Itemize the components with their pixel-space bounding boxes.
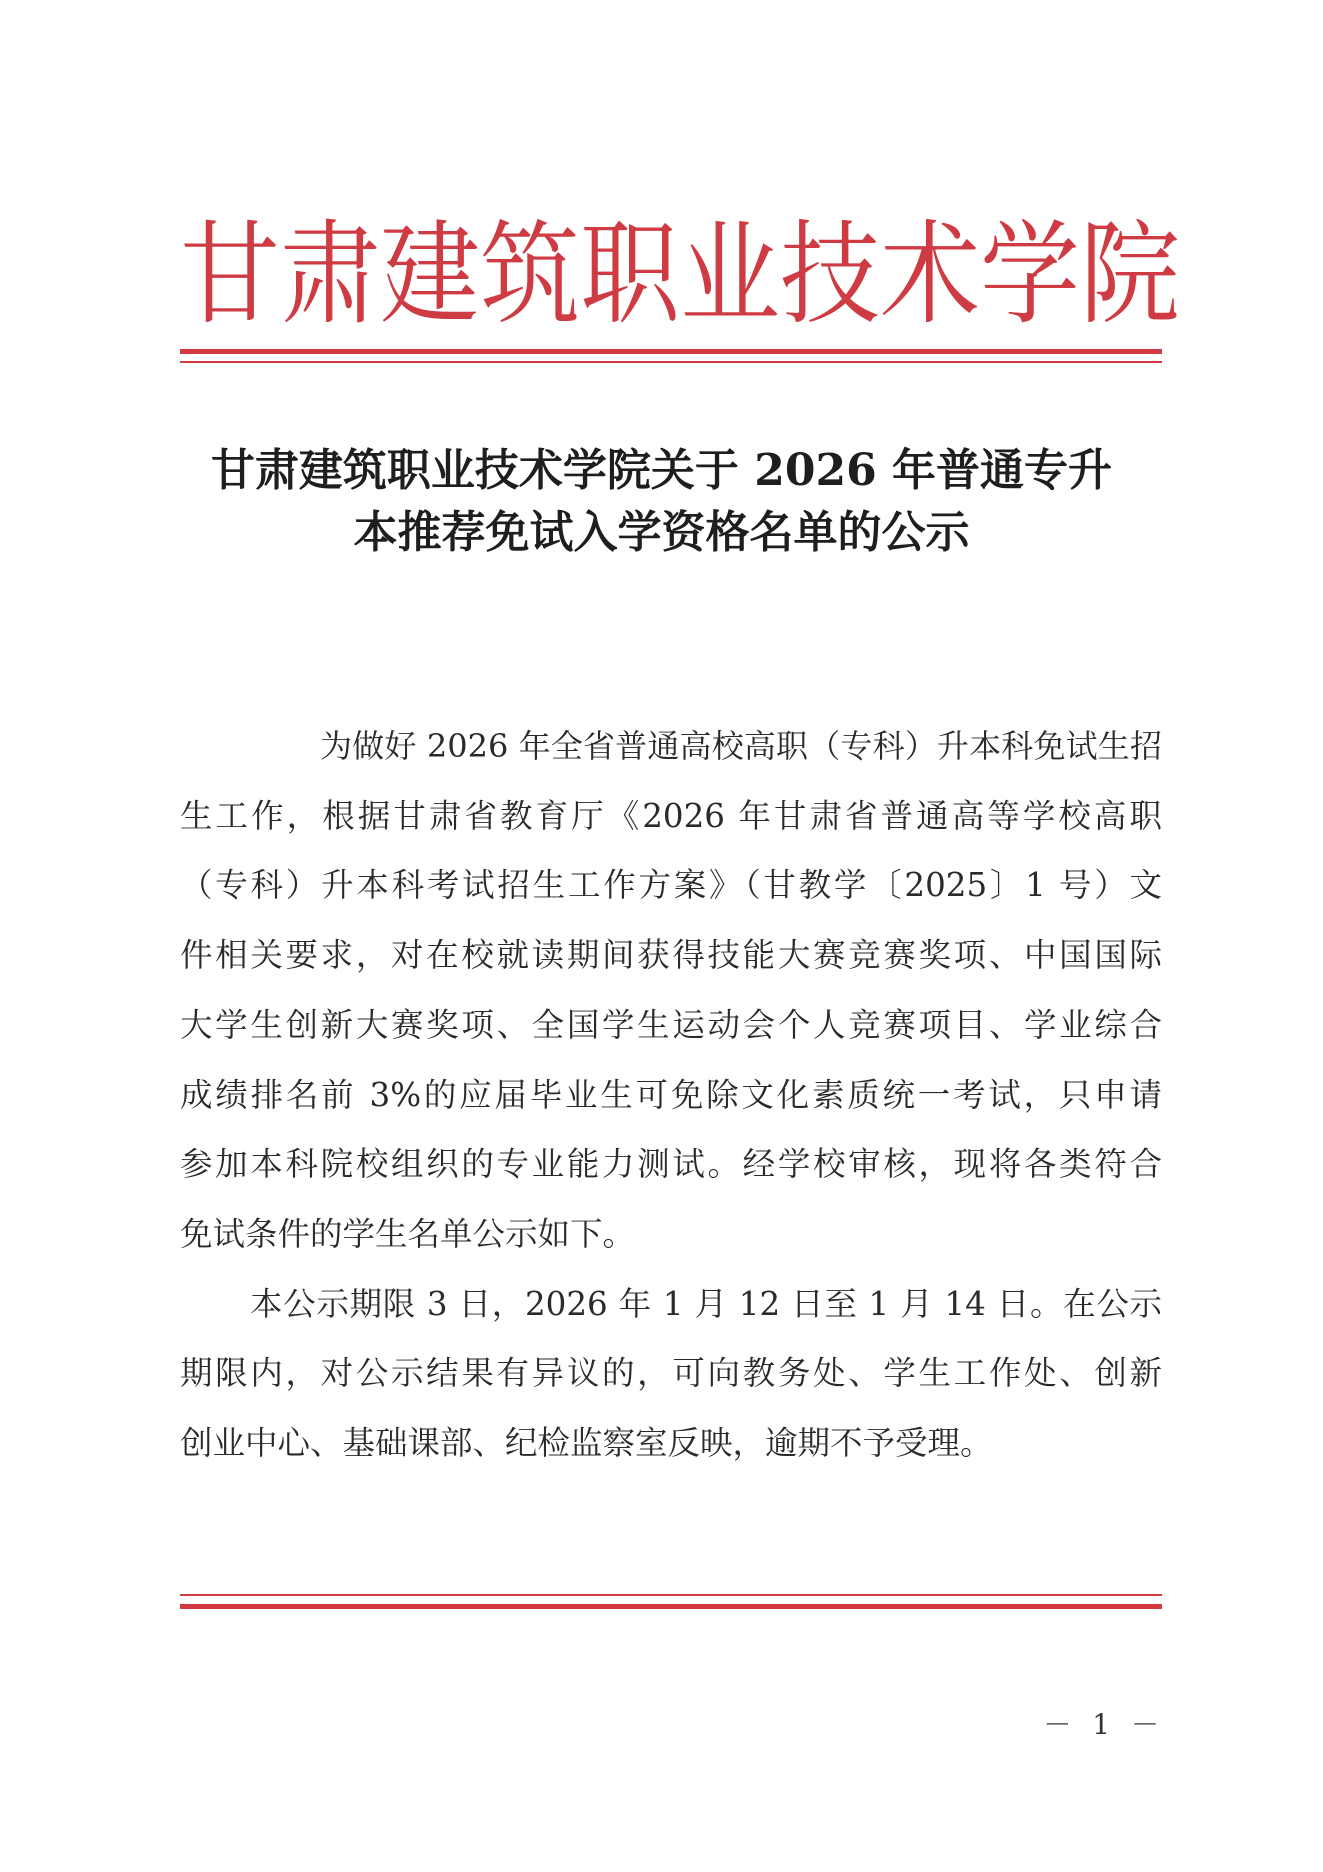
header-divider-thick xyxy=(180,349,1162,354)
body-line: 参加本科院校组织的专业能力测试。经学校审核，现将各类符合 xyxy=(180,1145,1162,1184)
masthead-char: 技 xyxy=(780,208,880,340)
footer-divider-thin xyxy=(180,1594,1162,1596)
masthead-char: 业 xyxy=(680,208,780,340)
masthead-char: 肃 xyxy=(280,208,380,340)
body-line: 免试条件的学生名单公示如下。 xyxy=(180,1214,636,1253)
footer-divider-thick xyxy=(180,1604,1162,1609)
masthead-char: 术 xyxy=(880,208,980,340)
body-line: 成绩排名前 3%的应届毕业生可免除文化素质统一考试，只申请 xyxy=(180,1075,1162,1114)
masthead xyxy=(180,205,1180,345)
body-line: 创业中心、基础课部、纪检监察室反映，逾期不予受理。 xyxy=(180,1424,993,1463)
body-line: 生工作，根据甘肃省教育厅《2026 年甘肃省普通高等学校高职 xyxy=(180,796,1162,835)
body-line: 为做好 2026 年全省普通高校高职（专科）升本科免试生招 xyxy=(320,727,1162,765)
document-title xyxy=(160,440,1163,564)
page-number: － 1 － xyxy=(1043,1708,1165,1741)
paragraph-1 xyxy=(180,712,1162,1270)
document-body xyxy=(180,712,1162,1479)
paragraph-2 xyxy=(180,1270,1162,1479)
masthead-char: 建 xyxy=(380,208,480,340)
masthead-char: 院 xyxy=(1080,208,1180,340)
body-line: 件相关要求，对在校就读期间获得技能大赛竞赛奖项、中国国际 xyxy=(180,936,1162,975)
body-line: （专科）升本科考试招生工作方案》（甘教学〔2025〕1 号）文 xyxy=(180,866,1162,905)
body-line: 大学生创新大赛奖项、全国学生运动会个人竞赛项目、学业综合 xyxy=(180,1005,1162,1044)
body-line: 期限内，对公示结果有异议的，可向教务处、学生工作处、创新 xyxy=(180,1354,1162,1393)
document-title-line-2: 本推荐免试入学资格名单的公示 xyxy=(353,507,970,558)
header-divider-thin xyxy=(180,361,1162,363)
masthead-char: 学 xyxy=(980,208,1080,340)
masthead-char: 筑 xyxy=(480,208,580,340)
masthead-char: 甘 xyxy=(180,208,280,340)
body-line: 本公示期限 3 日，2026 年 1 月 12 日至 1 月 14 日。在公示 xyxy=(250,1284,1162,1323)
document-title-line-1: 甘肃建筑职业技术学院关于 2026 年普通专升 xyxy=(210,445,1113,496)
masthead-char: 职 xyxy=(580,208,680,340)
